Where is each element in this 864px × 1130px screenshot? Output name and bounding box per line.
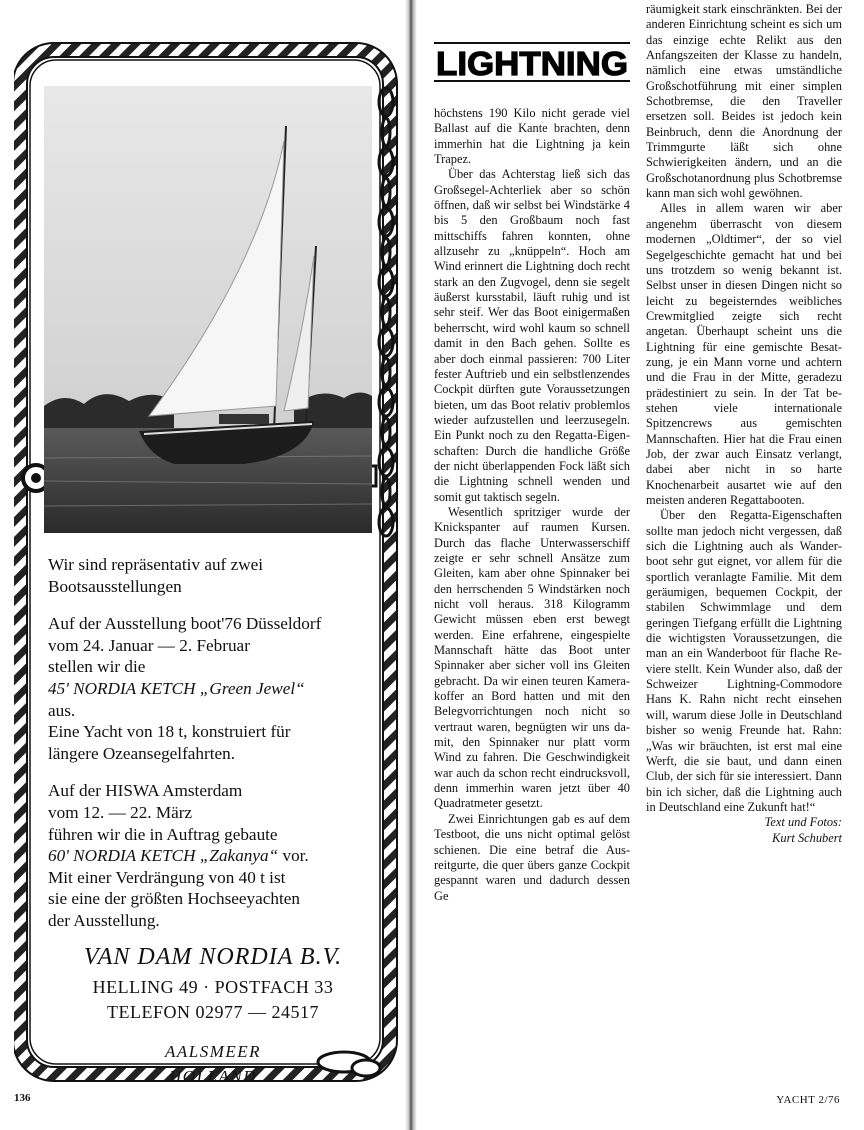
article-paragraph: Zwei Einrichtungen gab es auf dem Testboot, die uns nicht optimal gelöst schienen. Die eine betraf die Ausreitgurte, die quer übers ganze Cockpit gespannt waren und dadurch dessen Ge	[434, 811, 630, 903]
magazine-issue: YACHT 2/76	[776, 1094, 840, 1106]
article-column-2	[646, 2, 842, 846]
ad-show-hiswa: Auf der HISWA Amsterdam vom 12. — 22. März führen wir die in Auftrag gebaute 60' NORDIA KETCH „Zakanya“ vor. Mit einer Verdrängung von 40 t ist sie eine der größten Hochseeyachten der Ausstellung.	[48, 781, 309, 930]
article-paragraph: Alles in allem waren wir aber angenehm überrascht von diesem modernen „Oldtimer“, der so viel Segelgeschichte gemacht hat und bei uns trotzdem so wenig bekannt ist. Selbst unser in diesen Dingen nicht so leicht zu begeisterndes weibliches Crewmitglied zeigte sich recht angetan. Überhaupt scheint uns die Lightning für eine gemischte Besatzung, je ein Mann vorne und achtern und die Frau in der Mitte, geradezu prädestiniert zu sein. In der Tat bestehen viele internationale Spitzencrews aus gemischten Mannschaften. Hier hat die Frau einen Job, der zwar auch Einsatz verlangt, dabei aber nicht in so harte Knochenarbeit ausartet wie auf den meisten anderen Regattabooten.	[646, 201, 842, 507]
byline-author: Kurt Schubert	[772, 830, 842, 845]
article-paragraph: räumigkeit stark einschränkten. Bei der anderen Einrichtung scheint es sich um das einzige echte Relikt aus den Anfangszeiten der Klasse zu handeln, nämlich eine etwas umständliche Großschotführung mit einer simplen Schotbremse, die den Traveller ersetzen soll. Beides ist jedoch kein Beinbruch, denn die Anordnung der Trimmgurte läßt sich ohne Schwierigkeiten ändern, und an die Großschotanordnung plus Schotbremse kann man sich wohl gewöhnen.	[646, 2, 842, 201]
byline-label: Text und Fotos:	[764, 815, 842, 830]
company-phone: TELEFON 02977 — 24517	[107, 1002, 319, 1022]
page-number: 136	[14, 1092, 31, 1104]
company-city: AALSMEER	[164, 1042, 262, 1061]
article-paragraph: Über das Achterstag ließ sich das Großsegel-Achterliek aber so schön öffnen, daß wir selbst bei Windstärke 4 bis 5 den Großbaum noch fast mittschiffs fahren konnten, ohne allzusehr zu „knüppeln“. Hoch am Wind erinnert die Lightning doch recht stark an den Zugvogel, denn sie segelt äußerst kursstabil, läuft ruhig und ist sehr steif. Wer das Boot einigermaßen beherrscht, wird wohl kaum so schnell damit in den Bach gehen. Sollte es aber doch einmal passieren: 700 Liter fester Auftrieb und ein selbstlenzendes Cockpit dürften gute Voraussetzungen bieten, um das Boot relativ problemlos wieder aufzustellen und leerzusegeln. Ein Punkt noch zu den Regatta-Eigenschaften: Durch die handliche Größe der nicht überlappenden Fock läßt sich die Lightning schnell wenden und somit gut taktisch segeln.	[434, 167, 630, 504]
sailboat-photo	[44, 86, 372, 533]
article-column-1	[434, 106, 630, 904]
company-block	[48, 944, 378, 1089]
ad-intro: Wir sind repräsentativ auf zwei Bootsausstellungen	[48, 555, 264, 596]
article-paragraph: Über den Regatta-Eigenschaften sollte man jedoch nicht vergessen, daß sich die Lightning auch als Wanderboot sehr gut eignet, vor allem für die sportlich veranlagte Familie. Mit dem geräumigen, bequemen Cockpit, der stabilen Schwimmlage und dem geringen Tiefgang erfüllt die Lightning die wichtigsten Voraussetzungen, die man an ein Wanderboot für flache Reviere stellt. Kein Wunder also, daß der Schweizer Lightning-Commodore Hans K. Rahn nicht recht einsehen will, warum diese Jolle in Deutschland bisher so wenig Freunde hat. Rahn: „Was wir bräuchten, ist erst mal eine Werft, die sie baut, und dann einen Club, der sich für sie interessiert. Dann bin ich sicher, daß die Lightning auch in Deutschland eine Zukunft hat!“	[646, 508, 842, 814]
ad-boat-zakanya: 60' NORDIA KETCH „Zakanya“	[48, 846, 279, 866]
company-country: HOLLAND	[169, 1067, 257, 1086]
ad-show-duesseldorf: Auf der Ausstellung boot'76 Düsseldorf vom 24. Januar — 2. Februar stellen wir die 45' NORDIA KETCH „Green Jewel“ aus. Eine Yacht von 18 t, konstruiert für längere Ozeansegelfahrten.	[48, 614, 322, 763]
ad-boat-green-jewel: 45' NORDIA KETCH „Green Jewel“	[48, 678, 305, 698]
company-address: HELLING 49 · POSTFACH 33	[92, 977, 334, 997]
page-gutter	[405, 0, 417, 1130]
advertisement	[14, 42, 398, 1086]
article-paragraph: höchstens 190 Kilo nicht gerade viel Ballast auf die Kante brachten, denn immerhin hat die Lightning ja kein Trapez.	[434, 106, 630, 167]
lightning-logo	[434, 46, 630, 80]
logo-text: LIGHTNING	[436, 46, 628, 80]
logo-rule-top	[434, 42, 630, 44]
article-paragraph: Wesentlich spritziger wurde der Knickspanter auf raumen Kursen. Durch das flache Unterwasserschiff zeigte er sehr schnell Ansätze zum Gleiten, kam aber ohne Spinnaker bei den herrschenden 5 Windstärken noch nicht voll heraus. 318 Kilogramm Gewicht müssen eben erst bewegt werden. Eine erfahrene, eingespielte Mannschaft hätte das Boot unter Spinnaker aber sicher voll ins Gleiten gebracht. Da wir einen teuren Kamerakoffer an Bord hatten und mit den Belegvorrichtungen noch nicht so vertraut waren, begnügten wir uns damit, den Spinnaker nur platt vorm Wind zu fahren. Die Geschwindigkeit war auch da schon recht eindrucksvoll, denn immerhin waren jetzt über 40 Quadratmeter gesetzt.	[434, 504, 630, 811]
logo-rule-bottom	[434, 80, 630, 82]
advertisement-copy	[48, 554, 378, 948]
company-name: VAN DAM NORDIA B.V.	[83, 944, 343, 970]
